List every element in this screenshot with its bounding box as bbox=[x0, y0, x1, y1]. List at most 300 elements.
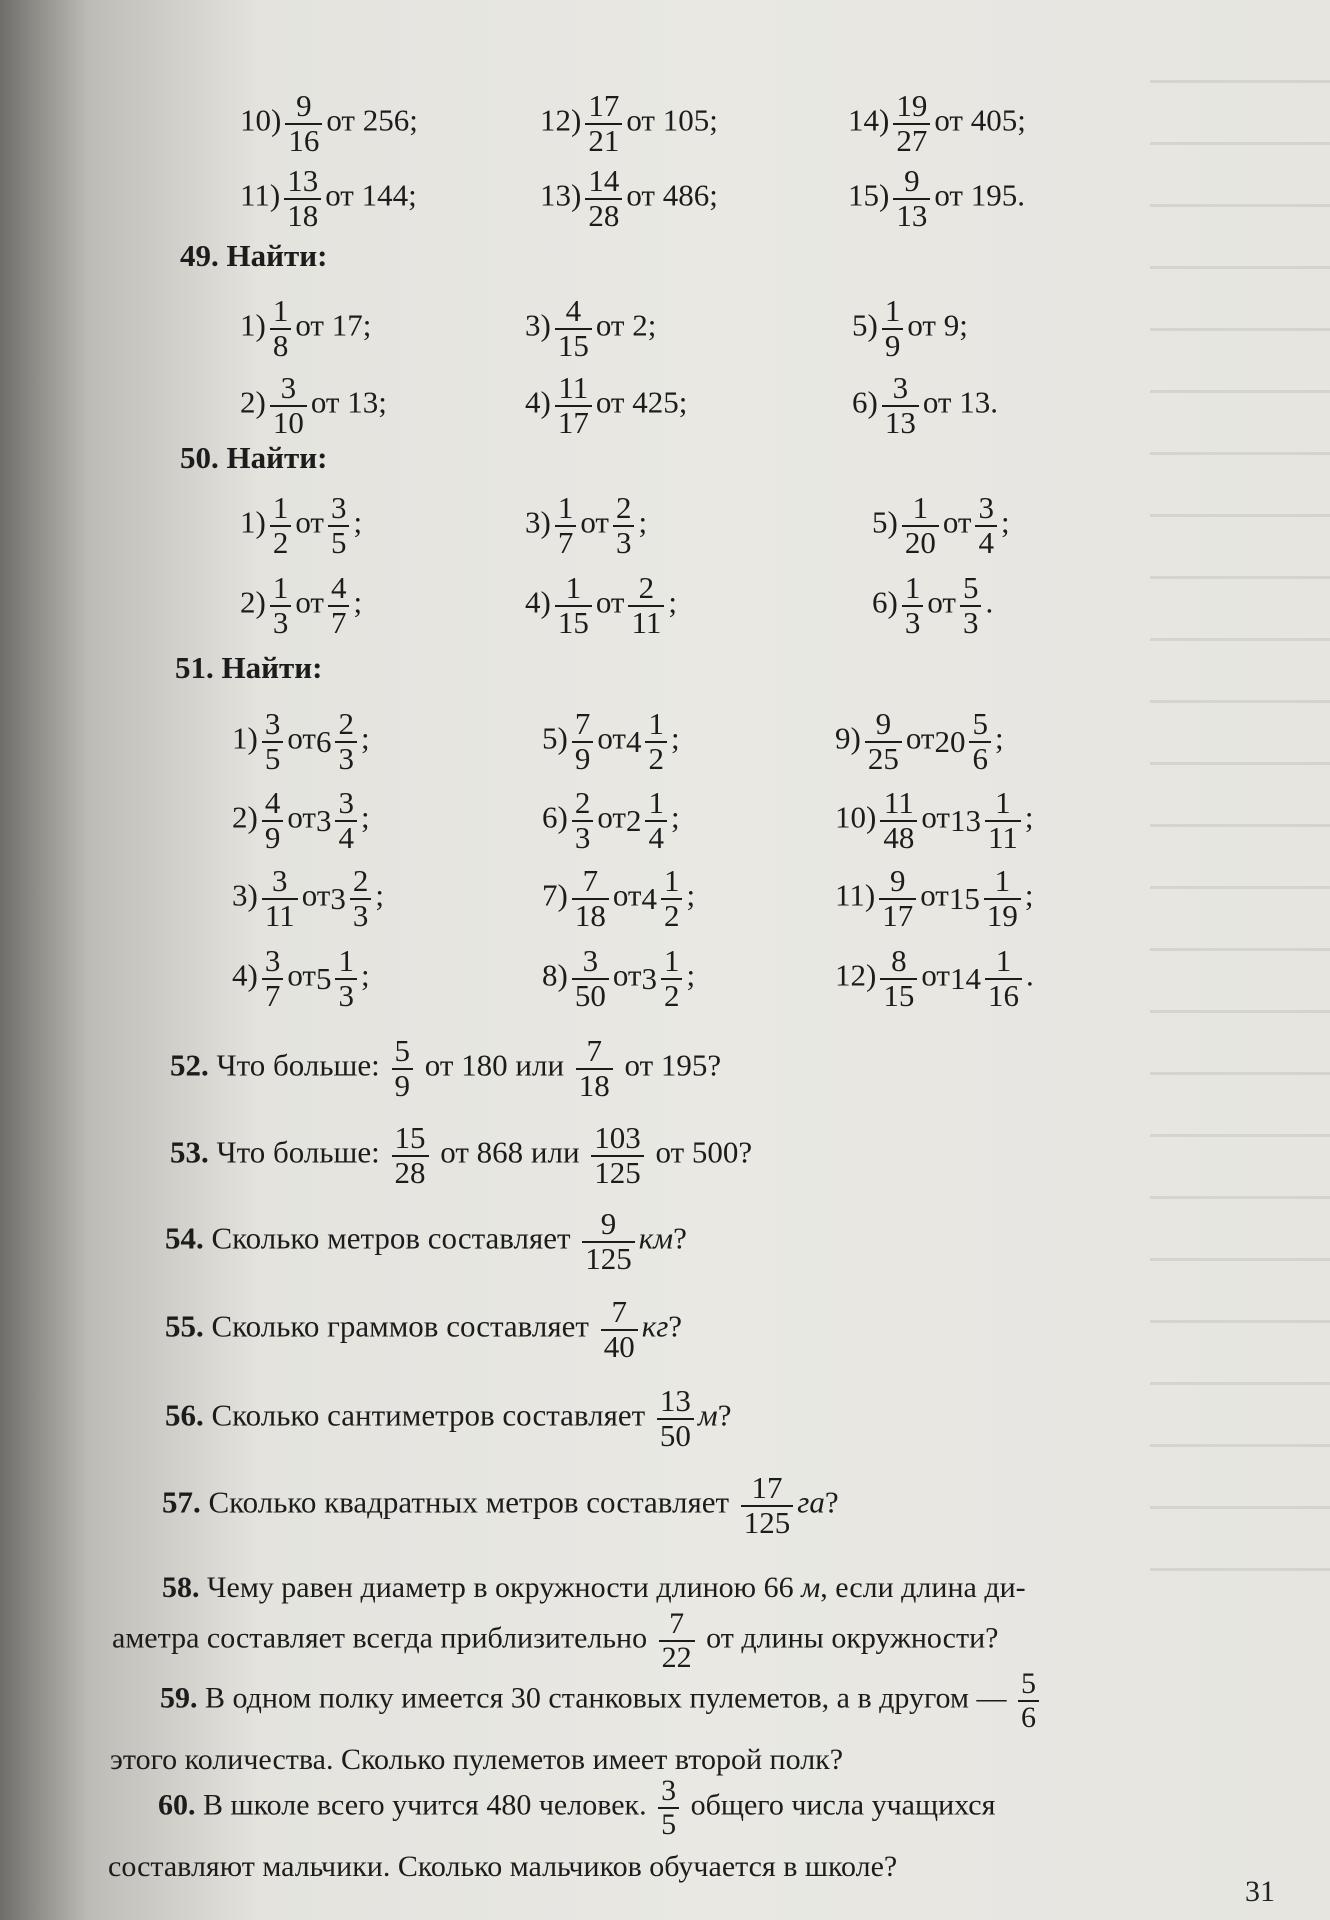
numerator: 9 bbox=[865, 708, 902, 743]
denominator: 15 bbox=[557, 327, 589, 363]
whole-part: 13 bbox=[949, 803, 981, 839]
fraction: $\frac{7}{18}$ bbox=[576, 1035, 613, 1102]
exercise-item bbox=[525, 372, 687, 439]
denominator: 8 bbox=[272, 327, 289, 363]
question-text: Сколько сантиметров составляет bbox=[211, 1397, 646, 1433]
numerator: 7 bbox=[572, 865, 609, 900]
item-label: 3) bbox=[525, 504, 551, 540]
exercise-number: 59. bbox=[160, 1681, 198, 1715]
mixed-number bbox=[626, 787, 671, 854]
numerator: 7 bbox=[572, 708, 594, 743]
numerator: 13 bbox=[284, 165, 321, 200]
numerator: 3 bbox=[262, 945, 284, 980]
exercise-49-title: 49. Найти: bbox=[180, 238, 328, 273]
item-text: от bbox=[927, 584, 956, 620]
numerator: 1 bbox=[661, 945, 683, 980]
item-text: от bbox=[612, 877, 642, 913]
item-text: от bbox=[295, 584, 324, 620]
item-text: от 9; bbox=[907, 307, 968, 343]
exercise-item bbox=[540, 90, 718, 157]
item-label: 4) bbox=[525, 584, 551, 620]
item-label: 1) bbox=[240, 504, 266, 540]
item-end: ; bbox=[360, 957, 370, 993]
whole-part: 6 bbox=[315, 724, 332, 760]
item-text: от bbox=[597, 799, 626, 835]
fraction bbox=[902, 492, 939, 559]
numerator: 11 bbox=[880, 787, 917, 822]
fraction bbox=[270, 295, 292, 362]
exercise-54: 54. Сколько метров составляет $\frac{9}{125}$ км? bbox=[165, 1206, 687, 1276]
item-label: 4) bbox=[232, 957, 258, 993]
item-end: ; bbox=[686, 877, 696, 913]
item-text: от 144; bbox=[325, 177, 417, 213]
denominator: 2 bbox=[648, 740, 664, 776]
item-label: 6) bbox=[542, 799, 568, 835]
item-end: ; bbox=[670, 720, 680, 756]
exercise-item bbox=[240, 165, 417, 232]
whole-part: 15 bbox=[948, 881, 980, 917]
item-text: от bbox=[287, 799, 316, 835]
denominator: 3 bbox=[962, 604, 979, 640]
item-text: от 405; bbox=[934, 102, 1026, 138]
exercise-item bbox=[240, 572, 362, 639]
numerator: 1 bbox=[902, 572, 924, 607]
exercise-item bbox=[240, 295, 371, 362]
exercise-50-title: 50. Найти: bbox=[180, 440, 328, 475]
mixed-number bbox=[934, 708, 995, 775]
denominator: 3 bbox=[352, 897, 369, 933]
numerator: 3 bbox=[262, 865, 298, 900]
mixed-number bbox=[641, 945, 686, 1012]
item-text: от 486; bbox=[626, 177, 718, 213]
mixed-number bbox=[950, 787, 1025, 854]
denominator: 9 bbox=[574, 740, 591, 776]
denominator: 11 bbox=[987, 819, 1018, 855]
exercise-item bbox=[848, 165, 1025, 232]
denominator: 17 bbox=[557, 404, 589, 440]
fraction: $\frac{13}{50}$ bbox=[657, 1385, 694, 1452]
whole-part: 3 bbox=[641, 961, 657, 997]
exercise-53 bbox=[170, 1122, 752, 1189]
item-end: ; bbox=[686, 957, 696, 993]
question-text: от 195? bbox=[624, 1047, 722, 1083]
numerator: 1 bbox=[645, 708, 667, 743]
item-text: от bbox=[301, 877, 331, 913]
denominator: 3 bbox=[272, 604, 289, 640]
fraction bbox=[555, 572, 592, 639]
item-text: от 13; bbox=[310, 384, 387, 420]
item-label: 9) bbox=[835, 720, 861, 756]
item-text: от bbox=[921, 957, 950, 993]
question-text: от 500? bbox=[655, 1134, 753, 1170]
fraction bbox=[879, 865, 916, 932]
item-label: 1) bbox=[240, 307, 266, 343]
denominator: 15 bbox=[557, 604, 589, 640]
fraction bbox=[335, 945, 357, 1012]
exercise-item bbox=[872, 572, 993, 639]
numerator: 9 bbox=[285, 90, 322, 125]
fraction bbox=[262, 945, 284, 1012]
exercise-51-title: 51. Найти: bbox=[175, 650, 323, 685]
fraction bbox=[984, 865, 1021, 932]
item-end: ; bbox=[670, 799, 680, 835]
item-text: от 105; bbox=[626, 102, 718, 138]
item-label: 3) bbox=[232, 877, 258, 913]
mixed-number bbox=[330, 865, 375, 932]
denominator: 20 bbox=[904, 524, 936, 560]
item-label: 12) bbox=[835, 957, 877, 993]
numerator: 3 bbox=[572, 945, 609, 980]
denominator: 4 bbox=[978, 524, 994, 560]
exercise-item bbox=[852, 295, 968, 362]
numerator: 9 bbox=[879, 865, 916, 900]
fraction: $\frac{5}{6}$ bbox=[1018, 1668, 1039, 1733]
denominator: 13 bbox=[884, 404, 916, 440]
exercise-item bbox=[542, 865, 695, 932]
denominator: 3 bbox=[574, 819, 591, 855]
item-text: от 195. bbox=[934, 177, 1025, 213]
numerator: 11 bbox=[555, 372, 592, 407]
denominator: 10 bbox=[272, 404, 304, 440]
fraction bbox=[572, 708, 594, 775]
item-end: ; bbox=[638, 504, 648, 540]
item-end: ; bbox=[360, 720, 370, 756]
item-label: 10) bbox=[240, 102, 282, 138]
numerator: 3 bbox=[262, 708, 284, 743]
item-label: 2) bbox=[240, 384, 266, 420]
fraction: $\frac{7}{40}$ bbox=[601, 1296, 638, 1363]
numerator: 14 bbox=[585, 165, 622, 200]
fraction bbox=[262, 865, 298, 932]
whole-part: 2 bbox=[625, 803, 642, 839]
fraction bbox=[572, 787, 594, 854]
denominator: 18 bbox=[574, 897, 606, 933]
item-text: от bbox=[295, 504, 324, 540]
item-text: от bbox=[905, 720, 935, 756]
numerator: 2 bbox=[628, 572, 664, 607]
mixed-number bbox=[316, 945, 361, 1012]
item-text: от bbox=[612, 957, 642, 993]
numerator: 1 bbox=[555, 572, 592, 607]
fraction bbox=[284, 165, 321, 232]
fraction bbox=[661, 945, 683, 1012]
item-end: ; bbox=[375, 877, 384, 913]
denominator: 11 bbox=[631, 604, 662, 640]
numerator: 3 bbox=[335, 787, 357, 822]
mixed-number bbox=[949, 865, 1025, 932]
fraction bbox=[555, 372, 592, 439]
item-label: 8) bbox=[542, 957, 568, 993]
item-label: 11) bbox=[240, 177, 281, 213]
item-label: 2) bbox=[240, 584, 266, 620]
fraction bbox=[880, 945, 917, 1012]
exercise-item bbox=[872, 492, 1010, 559]
exercise-number: 52. bbox=[170, 1047, 209, 1083]
fraction: $\frac{15}{28}$ bbox=[392, 1122, 429, 1189]
numerator: 2 bbox=[572, 787, 594, 822]
exercise-item bbox=[240, 372, 387, 439]
exercise-item bbox=[232, 945, 370, 1012]
denominator: 16 bbox=[987, 977, 1019, 1013]
question-text: Что больше: bbox=[216, 1134, 380, 1170]
denominator: 2 bbox=[663, 897, 680, 933]
denominator: 3 bbox=[615, 524, 632, 560]
exercise-item bbox=[835, 787, 1033, 854]
denominator: 19 bbox=[986, 897, 1018, 933]
fraction bbox=[585, 90, 622, 157]
fraction bbox=[285, 90, 322, 157]
fraction: $\frac{103}{125}$ bbox=[591, 1122, 644, 1189]
item-text: от 2; bbox=[595, 307, 657, 343]
numerator: 1 bbox=[985, 945, 1022, 980]
item-label: 1) bbox=[232, 720, 258, 756]
item-end: ; bbox=[353, 584, 363, 620]
exercise-number: 58. bbox=[162, 1571, 200, 1604]
denominator: 15 bbox=[883, 977, 915, 1013]
fraction: $\frac{17}{125}$ bbox=[741, 1472, 794, 1539]
denominator: 3 bbox=[904, 604, 921, 640]
denominator: 21 bbox=[588, 122, 620, 158]
exercise-number: 56. bbox=[165, 1397, 204, 1433]
unit: га bbox=[797, 1484, 825, 1520]
numerator: 1 bbox=[335, 945, 357, 980]
item-end: ; bbox=[994, 720, 1004, 756]
fraction bbox=[262, 787, 284, 854]
denominator: 7 bbox=[264, 977, 281, 1013]
fraction bbox=[572, 865, 609, 932]
denominator: 28 bbox=[588, 197, 620, 233]
item-end: ; bbox=[360, 799, 370, 835]
mixed-number bbox=[626, 708, 671, 775]
fraction bbox=[335, 708, 357, 775]
fraction: $\frac{3}{5}$ bbox=[658, 1775, 679, 1840]
exercise-58-line-2: аметра составляет всегда приблизительно $\frac{7}{22}$ от длины окружности? bbox=[112, 1607, 999, 1674]
numerator: 4 bbox=[555, 295, 592, 330]
exercise-item bbox=[542, 787, 680, 854]
denominator: 4 bbox=[648, 819, 664, 855]
fraction bbox=[328, 572, 350, 639]
exercise-item bbox=[525, 492, 647, 559]
exercise-item bbox=[240, 90, 418, 157]
fraction bbox=[865, 708, 902, 775]
question-text: от 180 или bbox=[424, 1047, 565, 1083]
exercise-item bbox=[835, 945, 1034, 1012]
fraction bbox=[628, 572, 664, 639]
fraction bbox=[335, 787, 357, 854]
item-label: 13) bbox=[540, 177, 582, 213]
denominator: 48 bbox=[883, 819, 915, 855]
item-end: ; bbox=[1024, 877, 1034, 913]
item-text: от 256; bbox=[326, 102, 418, 138]
exercise-57: 57. Сколько квадратных метров составляет $\frac{17}{125}$ га? bbox=[162, 1470, 839, 1540]
item-text: от bbox=[942, 504, 972, 540]
exercise-52 bbox=[170, 1035, 721, 1102]
whole-part: 3 bbox=[315, 803, 332, 839]
denominator: 9 bbox=[884, 327, 901, 363]
item-text: от 13. bbox=[922, 384, 998, 420]
question-text: Что больше: bbox=[216, 1047, 380, 1083]
item-end: ; bbox=[1000, 504, 1010, 540]
denominator: 13 bbox=[896, 197, 928, 233]
numerator: 4 bbox=[328, 572, 350, 607]
exercise-item bbox=[232, 708, 370, 775]
exercise-item bbox=[540, 165, 718, 232]
denominator: 18 bbox=[287, 197, 319, 233]
denominator: 5 bbox=[330, 524, 347, 560]
item-label: 12) bbox=[540, 102, 582, 138]
denominator: 17 bbox=[882, 897, 914, 933]
denominator: 9 bbox=[264, 819, 281, 855]
fraction bbox=[585, 165, 622, 232]
item-text: от bbox=[920, 877, 949, 913]
item-label: 6) bbox=[872, 584, 898, 620]
exercise-item bbox=[525, 572, 677, 639]
numerator: 4 bbox=[262, 787, 284, 822]
question-text: Сколько квадратных метров составляет bbox=[208, 1484, 730, 1520]
exercise-55: 55. Сколько граммов составляет $\frac{7}{40}$ кг? bbox=[165, 1294, 683, 1364]
numerator: 3 bbox=[975, 492, 997, 527]
exercise-59-line-1: 59. В одном полку имеется 30 станковых пулеметов, а в другом — $\frac{5}{6}$ bbox=[160, 1668, 1043, 1733]
item-label: 10) bbox=[835, 799, 877, 835]
question-text: от 868 или bbox=[440, 1134, 580, 1170]
item-text: от 425; bbox=[595, 384, 688, 420]
fraction bbox=[985, 787, 1021, 854]
item-end: ; bbox=[353, 504, 363, 540]
fraction bbox=[960, 572, 982, 639]
item-text: от bbox=[580, 504, 609, 540]
item-text: от bbox=[287, 720, 316, 756]
item-text: от 17; bbox=[295, 307, 372, 343]
numerator: 1 bbox=[661, 865, 683, 900]
numerator: 19 bbox=[893, 90, 930, 125]
exercise-item bbox=[232, 865, 384, 932]
exercise-59-line-2: этого количества. Сколько пулеметов имеет второй полк? bbox=[110, 1743, 844, 1776]
fraction bbox=[882, 295, 904, 362]
fraction bbox=[882, 372, 919, 439]
mixed-number bbox=[641, 865, 686, 932]
item-end: ; bbox=[668, 584, 677, 620]
mixed-number bbox=[950, 945, 1026, 1012]
item-label: 4) bbox=[525, 384, 551, 420]
denominator: 3 bbox=[338, 977, 354, 1013]
numerator: 3 bbox=[270, 372, 307, 407]
item-end: . bbox=[985, 584, 994, 620]
exercise-item bbox=[240, 492, 362, 559]
exercise-number: 54. bbox=[165, 1220, 204, 1256]
fraction bbox=[270, 572, 292, 639]
numerator: 1 bbox=[985, 787, 1021, 822]
numerator: 17 bbox=[585, 90, 622, 125]
exercise-item bbox=[542, 708, 680, 775]
fraction bbox=[555, 492, 577, 559]
fraction bbox=[613, 492, 635, 559]
exercise-number: 57. bbox=[162, 1484, 201, 1520]
mixed-number bbox=[316, 787, 361, 854]
exercise-item bbox=[848, 90, 1026, 157]
unit: кг bbox=[641, 1308, 669, 1344]
item-label: 2) bbox=[232, 799, 258, 835]
fraction bbox=[645, 708, 667, 775]
exercise-number: 60. bbox=[158, 1788, 196, 1822]
unit: м bbox=[697, 1397, 718, 1433]
exercise-60-line-1: 60. В школе всего учится 480 человек. $\frac{3}{5}$ общего числа учащихся bbox=[158, 1774, 996, 1841]
numerator: 2 bbox=[613, 492, 635, 527]
numerator: 2 bbox=[335, 708, 357, 743]
numerator: 1 bbox=[902, 492, 939, 527]
item-text: от bbox=[595, 584, 625, 620]
exercise-number: 53. bbox=[170, 1134, 209, 1170]
item-end: ; bbox=[1024, 799, 1034, 835]
item-label: 7) bbox=[542, 877, 568, 913]
fraction bbox=[893, 165, 930, 232]
mixed-number bbox=[316, 708, 361, 775]
fraction bbox=[270, 372, 307, 439]
denominator: 3 bbox=[338, 740, 354, 776]
exercise-60-line-2: составляют мальчики. Сколько мальчиков обучается в школе? bbox=[108, 1850, 898, 1883]
denominator: 5 bbox=[264, 740, 281, 776]
bleed-through-text bbox=[1150, 80, 1330, 1580]
denominator: 2 bbox=[663, 977, 680, 1013]
numerator: 1 bbox=[882, 295, 904, 330]
question-text: Сколько метров составляет bbox=[211, 1220, 571, 1256]
denominator: 7 bbox=[330, 604, 347, 640]
denominator: 4 bbox=[338, 819, 354, 855]
fraction bbox=[893, 90, 930, 157]
fraction bbox=[350, 865, 372, 932]
fraction bbox=[262, 708, 284, 775]
exercise-56: 56. Сколько сантиметров составляет $\frac{13}{50}$ м? bbox=[165, 1383, 732, 1453]
numerator: 1 bbox=[270, 492, 292, 527]
denominator: 16 bbox=[288, 122, 320, 158]
numerator: 9 bbox=[893, 165, 930, 200]
exercise-item bbox=[232, 787, 370, 854]
denominator: 27 bbox=[896, 122, 928, 158]
numerator: 5 bbox=[969, 708, 991, 743]
numerator: 1 bbox=[645, 787, 667, 822]
item-label: 3) bbox=[525, 307, 551, 343]
numerator: 1 bbox=[270, 295, 292, 330]
unit: км bbox=[638, 1220, 674, 1256]
exercise-item bbox=[835, 865, 1033, 932]
exercise-item bbox=[542, 945, 695, 1012]
denominator: 2 bbox=[272, 524, 289, 560]
fraction bbox=[270, 492, 292, 559]
item-label: 5) bbox=[872, 504, 898, 540]
item-text: от bbox=[597, 720, 626, 756]
whole-part: 20 bbox=[934, 724, 966, 760]
denominator: 7 bbox=[557, 524, 574, 560]
numerator: 2 bbox=[350, 865, 372, 900]
numerator: 1 bbox=[270, 572, 292, 607]
exercise-item bbox=[852, 372, 998, 439]
fraction bbox=[572, 945, 609, 1012]
fraction: $\frac{5}{9}$ bbox=[392, 1035, 414, 1102]
exercise-item bbox=[835, 708, 1004, 775]
fraction bbox=[902, 572, 924, 639]
item-text: от bbox=[287, 957, 316, 993]
whole-part: 4 bbox=[625, 724, 642, 760]
item-label: 5) bbox=[542, 720, 568, 756]
fraction bbox=[661, 865, 683, 932]
fraction bbox=[880, 787, 917, 854]
numerator: 1 bbox=[555, 492, 577, 527]
item-text: от bbox=[921, 799, 950, 835]
item-label: 5) bbox=[852, 307, 878, 343]
item-label: 14) bbox=[848, 102, 890, 138]
whole-part: 4 bbox=[641, 881, 657, 917]
whole-part: 5 bbox=[315, 961, 332, 997]
page-number: 31 bbox=[1245, 1875, 1275, 1908]
